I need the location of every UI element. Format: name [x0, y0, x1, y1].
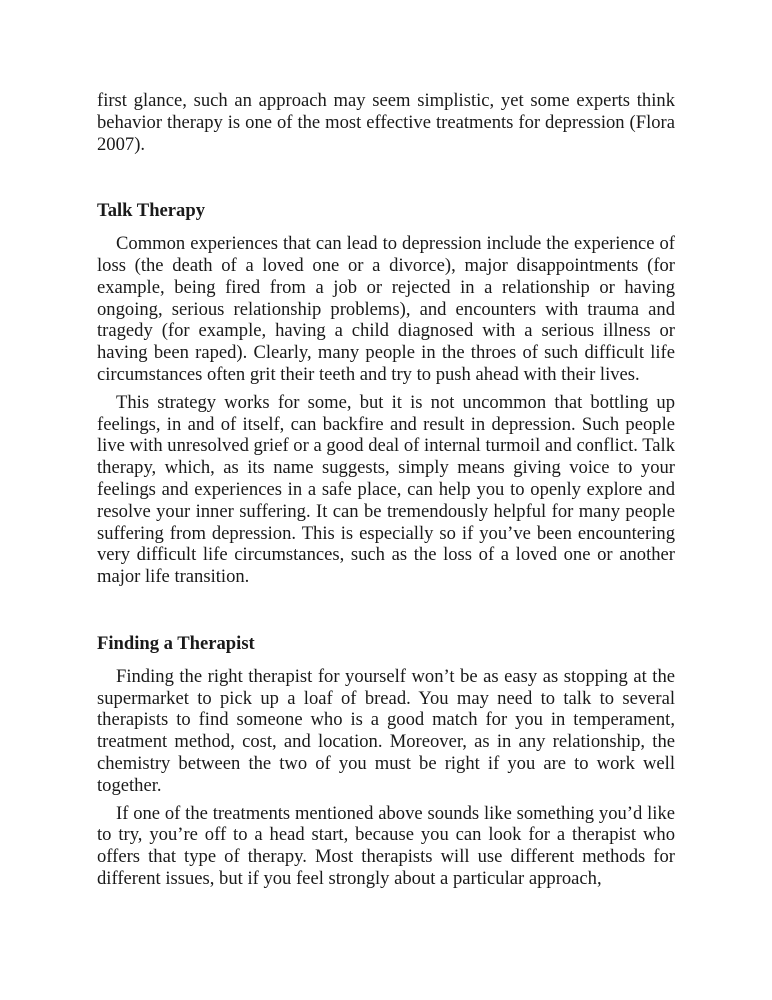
body-paragraph: This strategy works for some, but it is not uncommon that bottling up feelings, in and of itself, can backfire and result in depression. Such people live with unresolved grief or a good deal of internal turmoil and conflict. Talk therapy, which, as its name suggests, simply means giving voice to your feelings and experiences in a safe place, can help you to openly explore and resolve your inner suffering. It can be tremendously helpful for many people suffering from depression. This is especially so if you’ve been encountering very difficult life circumstances, such as the loss of a loved one or another major life transition. — [97, 391, 675, 588]
section-talk-therapy — [97, 200, 675, 588]
body-paragraph: Common experiences that can lead to depression include the experience of loss (the death of a loved one or a divorce), major disappointments (for example, being fired from a job or rejected in a relationship or having ongoing, serious relationship problems), and encounters with trauma and tragedy (for example, having a child diagnosed with a serious illness or having been raped). Clearly, many people in the throes of such difficult life circumstances often grit their teeth and try to push ahead with their lives. — [97, 233, 675, 385]
body-paragraph: Finding the right therapist for yourself won’t be as easy as stopping at the supermarket to pick up a loaf of bread. You may need to talk to several therapists to find someone who is a good match for you in temperament, treatment method, cost, and location. Moreover, as in any relationship, the chemistry between the two of you must be right if you are to work well together. — [97, 665, 675, 796]
heading-spacer — [97, 222, 675, 233]
section-spacer — [97, 155, 675, 200]
body-paragraph: If one of the treatments mentioned above sounds like something you’d like to try, you’re off to a head start, because you can look for a therapist who offers that type of therapy. Most therapists will use different methods for different issues, but if you feel strongly about a particular approach, — [97, 802, 675, 889]
section-finding-a-therapist — [97, 633, 675, 890]
heading-spacer — [97, 655, 675, 666]
section-spacer — [97, 588, 675, 633]
book-page — [97, 90, 675, 890]
section-heading-talk-therapy: Talk Therapy — [97, 200, 205, 222]
opening-continuation-paragraph: first glance, such an approach may seem simplistic, yet some experts think behavior therapy is one of the most effective treatments for depression (Flora 2007). — [97, 90, 675, 155]
section-heading-finding-a-therapist: Finding a Therapist — [97, 632, 255, 654]
